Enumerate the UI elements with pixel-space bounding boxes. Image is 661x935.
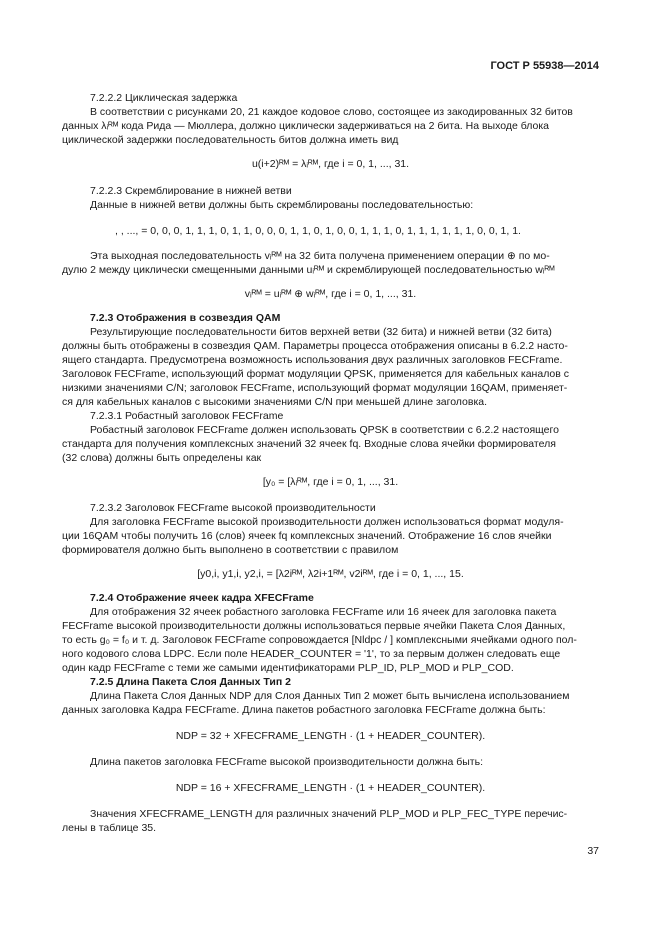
text-line: циклической задержки последовательность битов должна иметь вид xyxy=(62,134,399,146)
section-heading: 7.2.3.2 Заголовок FECFrame высокой производительности xyxy=(90,502,376,514)
text-line: данных заголовка Кадра FECFrame. Длина пакетов робастного заголовка FECFrame должна быть: xyxy=(62,704,546,716)
formula: , , ..., = 0, 0, 0, 1, 1, 1, 0, 1, 1, 0, 0, 0, 1, 1, 0, 1, 0, 0, 1, 1, 1, 0, 1, 1, 1, 1, 1, 1, 0, 0, 1, 1. xyxy=(115,225,521,237)
text-line: Значения XFECFRAME_LENGTH для различных значений PLP_MOD и PLP_FEC_TYPE перечис- xyxy=(90,808,568,820)
text-line: Данные в нижней ветви должны быть скремблированы последовательностью: xyxy=(90,199,474,211)
text-line: то есть g₀ = f₀ и т. д. Заголовок FECFrame сопровождается [Nldpc / ] комплексными ячейками одного пол- xyxy=(62,634,577,646)
page-number: 37 xyxy=(587,845,599,857)
text-line: ящего стандарта. Предусмотрена возможность использования двух различных заголовков FECFrame. xyxy=(62,354,563,366)
text-line: стандарта для получения комплексных значений 32 ячеек fq. Входные слова ячейки формирователя xyxy=(62,438,556,450)
text-line: FECFrame высокой производительности должны использоваться первые ячейки Пакета Слоя Данных, xyxy=(62,620,566,632)
text-line: Результирующие последовательности битов верхней ветви (32 бита) и нижней ветви (32 бита) xyxy=(90,326,552,338)
formula: NDP = 16 + XFECFRAME_LENGTH · (1 + HEADER_COUNTER). xyxy=(175,782,486,794)
formula: u(i+2)ᴿᴹ = λᵢᴿᴹ, где i = 0, 1, ..., 31. xyxy=(251,158,410,170)
text-line: дулю 2 между циклически смещенными данными uᵢᴿᴹ и скремблирующей последовательностью wᵢᴿᴹ xyxy=(62,264,555,276)
text-line: Эта выходная последовательность vᵢᴿᴹ на 32 бита получена применением операции ⊕ по мо- xyxy=(90,250,550,262)
text-line: ного кодового слова LDPC. Если поле HEADER_COUNTER = '1', то за первым должен следовать еще xyxy=(62,648,561,660)
text-line: Заголовок FECFrame, использующий формат модуляции QPSK, применяется для кабельных каналов с xyxy=(62,368,570,380)
text-line: один кадр FECFrame с теми же самыми идентификаторами PLP_ID, PLP_MOD и PLP_COD. xyxy=(62,662,514,674)
standard-code: ГОСТ Р 55938—2014 xyxy=(490,60,599,72)
section-heading: 7.2.5 Длина Пакета Слоя Данных Тип 2 xyxy=(90,676,291,688)
text-line: формирователя должно быть выполнено в соответствии с правилом xyxy=(62,544,399,556)
text-line: ции 16QAM чтобы получить 16 (слов) ячеек fq комплексных значений. Отображение 16 слов ячейки xyxy=(62,530,552,542)
text-line: ся для кабельных каналов с высокими значениями C/N при меньшей длине заголовка. xyxy=(62,396,488,408)
text-line: Для отображения 32 ячеек робастного заголовка FECFrame или 16 ячеек для заголовка пакета xyxy=(90,606,557,618)
formula: vᵢᴿᴹ = uᵢᴿᴹ ⊕ wᵢᴿᴹ, где i = 0, 1, ..., 31. xyxy=(244,288,417,300)
text-line: Длина пакетов заголовка FECFrame высокой производительности должна быть: xyxy=(90,756,484,768)
formula: [y₀ = [λᵢᴿᴹ, где i = 0, 1, ..., 31. xyxy=(262,476,399,488)
text-line: В соответствии с рисунками 20, 21 каждое кодовое слово, состоящее из закодированных 32 битов xyxy=(90,106,573,118)
formula: NDP = 32 + XFECFRAME_LENGTH · (1 + HEADER_COUNTER). xyxy=(175,730,486,742)
section-heading: 7.2.2.3 Скремблирование в нижней ветви xyxy=(90,185,292,197)
text-line: данных λᵢᴿᴹ кода Рида — Мюллера, должно циклически задерживаться на 2 бита. На выходе блока xyxy=(62,120,550,132)
formula: [y0,i, y1,i, y2,i, = [λ2iᴿᴹ, λ2i+1ᴿᴹ, v2iᴿᴹ, где i = 0, 1, ..., 15. xyxy=(197,568,464,580)
section-heading: 7.2.3 Отображения в созвездия QAM xyxy=(90,312,281,324)
text-line: Для заголовка FECFrame высокой производительности должен использоваться формат модуля- xyxy=(90,516,564,528)
text-line: Длина Пакета Слоя Данных NDP для Слоя Данных Тип 2 может быть вычислена использованием xyxy=(90,690,570,702)
section-heading: 7.2.2.2 Циклическая задержка xyxy=(90,92,238,104)
section-heading: 7.2.4 Отображение ячеек кадра XFECFrame xyxy=(90,592,314,604)
text-line: должны быть отображены в созвездия QAM. Параметры процесса отображения описаны в 6.2.2 насто- xyxy=(62,340,568,352)
text-line: лены в таблице 35. xyxy=(62,822,157,834)
text-line: (32 слова) должны быть определены как xyxy=(62,452,262,464)
text-line: Робастный заголовок FECFrame должен использовать QPSK в соответствии с 6.2.2 настоящего xyxy=(90,424,559,436)
section-heading: 7.2.3.1 Робастный заголовок FECFrame xyxy=(90,410,284,422)
text-line: низкими значениями C/N; заголовок FECFrame, использующий формат модуляции 16QAM, применяет- xyxy=(62,382,568,394)
